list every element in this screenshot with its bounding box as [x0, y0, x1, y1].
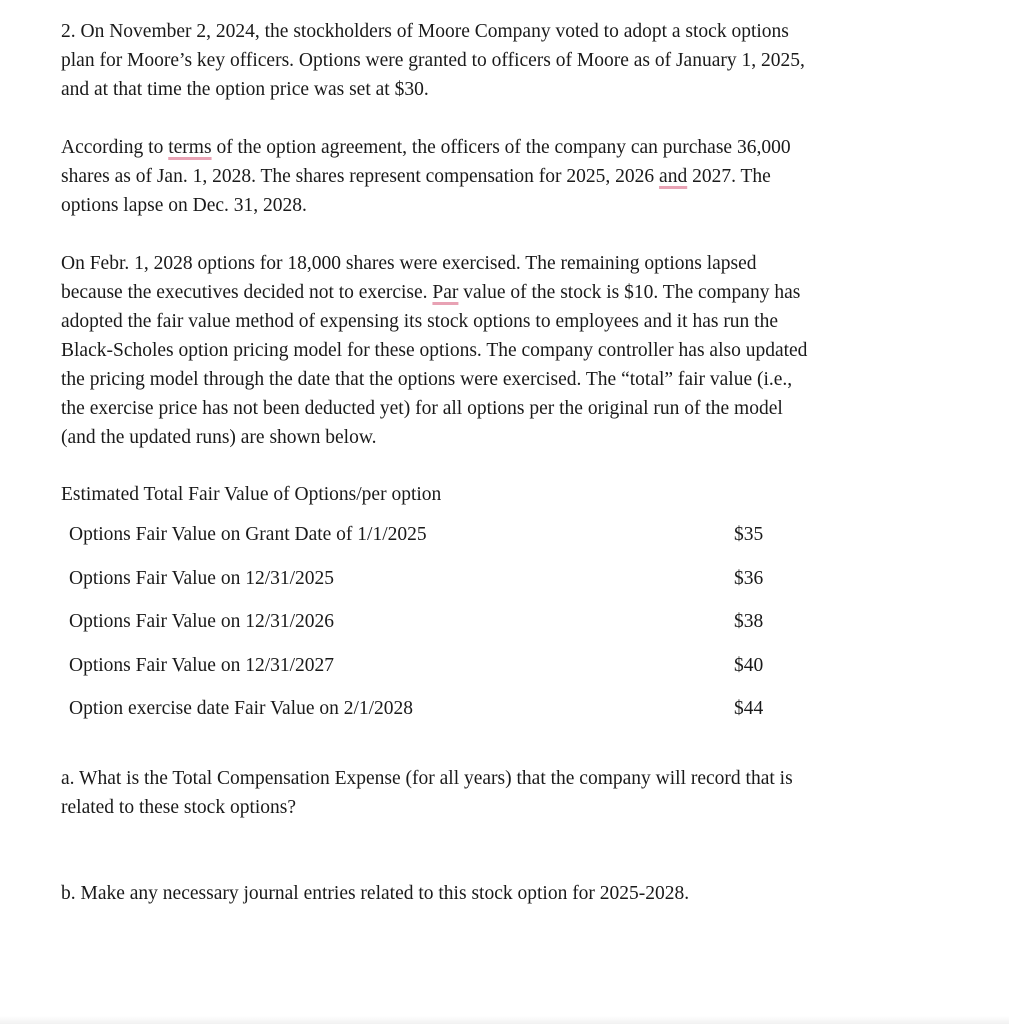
- row-value: $35: [734, 524, 764, 545]
- text-line: Black-Scholes option pricing model for these options. The company controller has also updated: [61, 340, 808, 361]
- fair-value-table-title: Estimated Total Fair Value of Options/per option: [61, 484, 442, 505]
- table-row: [69, 694, 789, 723]
- row-label: Options Fair Value on 12/31/2027: [69, 655, 335, 676]
- text-line: adopted the fair value method of expensing its stock options to employees and it has run the: [61, 311, 779, 332]
- question-b: [61, 879, 941, 908]
- text-segment: shares as of Jan. 1, 2028. The shares represent compensation for 2025, 2026: [61, 166, 660, 187]
- paragraph-exercise-details: [61, 249, 941, 452]
- row-value: $44: [734, 698, 764, 719]
- table-row: [69, 520, 789, 549]
- text-line: b. Make any necessary journal entries related to this stock option for 2025-2028.: [61, 883, 690, 904]
- text-segment: 2027. The: [687, 166, 771, 187]
- question-a: [61, 764, 941, 822]
- row-value: $38: [734, 611, 764, 632]
- text-line: related to these stock options?: [61, 797, 297, 818]
- table-row: [69, 607, 789, 636]
- spellcheck-flagged-word[interactable]: and: [659, 166, 688, 187]
- text-segment: because the executives decided not to exercise.: [61, 282, 433, 303]
- text-line: the pricing model through the date that the options were exercised. The “total” fair value (i.e.,: [61, 369, 793, 390]
- paragraph-option-terms: [61, 133, 941, 220]
- row-value: $40: [734, 655, 764, 676]
- text-line: a. What is the Total Compensation Expense (for all years) that the company will record that is: [61, 768, 793, 789]
- text-line: the exercise price has not been deducted yet) for all options per the original run of the model: [61, 398, 783, 419]
- text-segment: According to: [61, 137, 169, 158]
- paragraph-problem-intro: [61, 17, 941, 104]
- text-segment: of the option agreement, the officers of the company can purchase 36,000: [211, 137, 791, 158]
- row-label: Option exercise date Fair Value on 2/1/2028: [69, 698, 414, 719]
- row-label: Options Fair Value on 12/31/2026: [69, 611, 335, 632]
- table-row: [69, 651, 789, 680]
- table-row: [69, 564, 789, 593]
- spellcheck-flagged-word[interactable]: Par: [432, 282, 459, 303]
- text-line: On Febr. 1, 2028 options for 18,000 shares were exercised. The remaining options lapsed: [61, 253, 757, 274]
- text-line: (and the updated runs) are shown below.: [61, 427, 377, 448]
- row-label: Options Fair Value on 12/31/2025: [69, 568, 335, 589]
- text-line: and at that time the option price was set at $30.: [61, 79, 429, 100]
- page-bottom-edge: [0, 1016, 1009, 1024]
- row-label: Options Fair Value on Grant Date of 1/1/2025: [69, 524, 427, 545]
- text-line: options lapse on Dec. 31, 2028.: [61, 195, 307, 216]
- text-line: plan for Moore’s key officers. Options were granted to officers of Moore as of January 1, 2025,: [61, 50, 805, 71]
- text-line: 2. On November 2, 2024, the stockholders of Moore Company voted to adopt a stock options: [61, 21, 789, 42]
- spellcheck-flagged-word[interactable]: terms: [168, 137, 212, 158]
- row-value: $36: [734, 568, 764, 589]
- text-segment: value of the stock is $10. The company has: [458, 282, 801, 303]
